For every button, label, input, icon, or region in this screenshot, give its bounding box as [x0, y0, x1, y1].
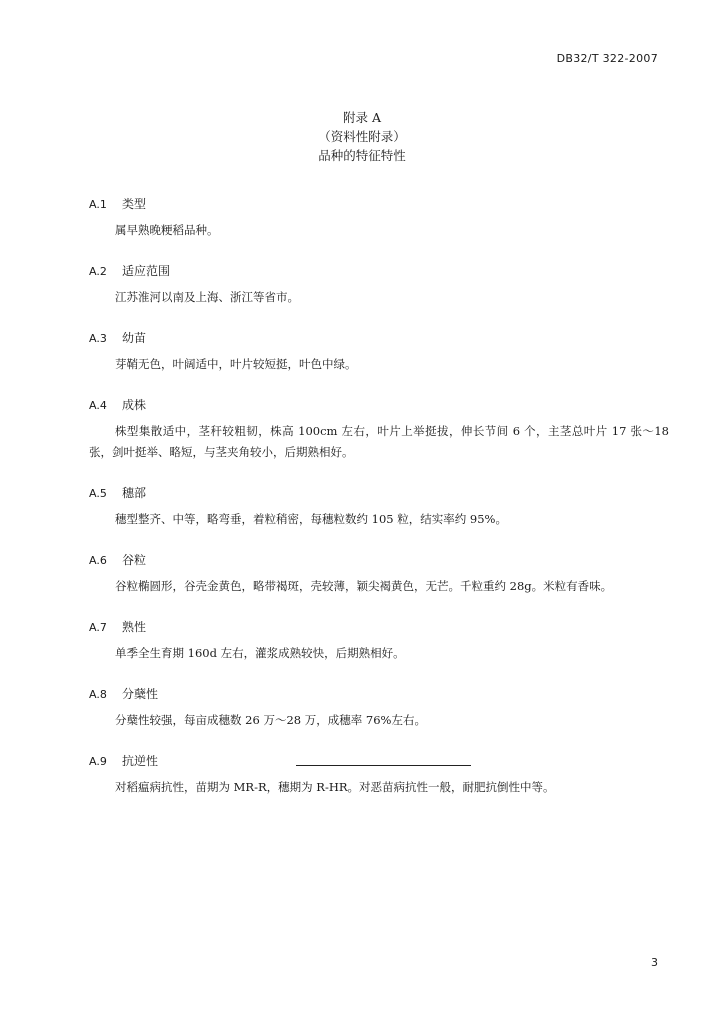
section-title — [89, 751, 669, 771]
section-title — [89, 328, 669, 348]
section-title-text: 抗逆性 — [122, 754, 159, 768]
section-title — [89, 395, 669, 415]
section-title — [89, 194, 669, 214]
end-of-document-rule — [296, 765, 471, 766]
section-number: A.3 — [89, 332, 107, 345]
section-title — [89, 261, 669, 281]
section-title-text: 分蘖性 — [122, 687, 159, 701]
section-title-text: 类型 — [122, 197, 147, 211]
section-body: 芽鞘无色，叶阔适中，叶片较短挺，叶色中绿。 — [115, 357, 357, 371]
section-a7 — [89, 617, 669, 664]
appendix-title: 附录 A — [342, 110, 381, 125]
section-title — [89, 483, 669, 503]
section-body: 株型集散适中，茎秆较粗韧，株高 100cm 左右，叶片上举挺拔，伸长节间 6 个，主茎总叶片 17 张～18 张，剑叶挺举、略短，与茎夹角较小，后期熟相好。 — [89, 424, 669, 459]
section-number: A.5 — [89, 487, 107, 500]
section-number: A.2 — [89, 265, 107, 278]
section-title — [89, 550, 669, 570]
section-a5 — [89, 483, 669, 530]
section-a1 — [89, 194, 669, 241]
section-body: 穗型整齐、中等，略弯垂，着粒稍密，每穗粒数约 105 粒，结实率约 95%。 — [115, 512, 507, 526]
section-number: A.6 — [89, 554, 107, 567]
appendix-heading-block — [0, 108, 724, 165]
section-a6 — [89, 550, 669, 597]
appendix-subtitle: （资料性附录） — [318, 129, 406, 144]
section-number: A.8 — [89, 688, 107, 701]
section-number: A.9 — [89, 755, 107, 768]
section-body: 对稻瘟病抗性，苗期为 MR-R，穗期为 R-HR。对恶苗病抗性一般，耐肥抗倒性中等。 — [115, 780, 555, 794]
section-a4 — [89, 395, 669, 463]
section-list — [89, 194, 669, 818]
document-code: DB32/T 322-2007 — [556, 52, 658, 65]
section-title — [89, 617, 669, 637]
section-number: A.1 — [89, 198, 107, 211]
appendix-heading: 品种的特征特性 — [318, 148, 406, 163]
section-body: 谷粒椭圆形，谷壳金黄色，略带褐斑，壳较薄，颖尖褐黄色，无芒。千粒重约 28g。米粒有香味。 — [115, 579, 613, 593]
section-title-text: 穗部 — [122, 486, 147, 500]
page-number: 3 — [651, 956, 658, 969]
section-title-text: 成株 — [122, 398, 147, 412]
section-a2 — [89, 261, 669, 308]
section-title-text: 幼苗 — [122, 331, 147, 345]
section-title-text: 熟性 — [122, 620, 147, 634]
section-number: A.7 — [89, 621, 107, 634]
section-title — [89, 684, 669, 704]
section-body: 分蘖性较强，每亩成穗数 26 万～28 万，成穗率 76%左右。 — [115, 713, 426, 727]
section-body: 江苏淮河以南及上海、浙江等省市。 — [115, 290, 299, 304]
section-title-text: 谷粒 — [122, 553, 147, 567]
section-body: 单季全生育期 160d 左右，灌浆成熟较快，后期熟相好。 — [115, 646, 405, 660]
section-body: 属早熟晚粳稻品种。 — [115, 223, 219, 237]
section-a8 — [89, 684, 669, 731]
section-a3 — [89, 328, 669, 375]
section-number: A.4 — [89, 399, 107, 412]
section-title-text: 适应范围 — [122, 264, 171, 278]
section-a9 — [89, 751, 669, 798]
